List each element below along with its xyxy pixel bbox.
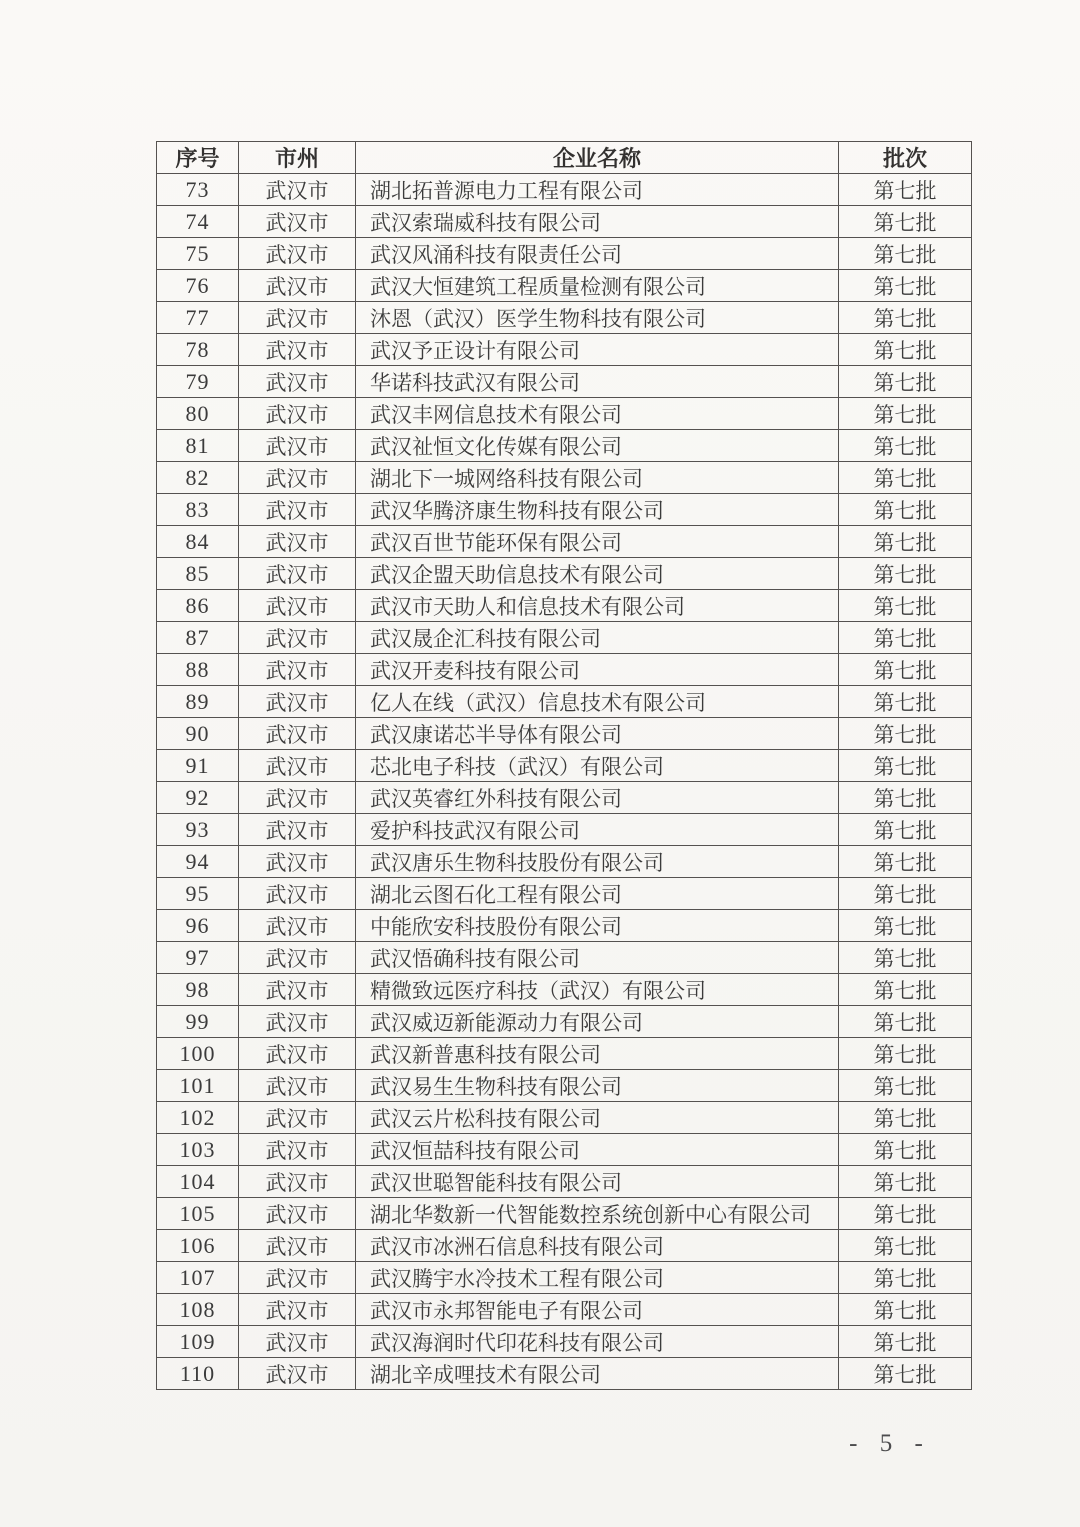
cell-batch: 第七批 — [839, 590, 972, 622]
cell-company-name: 武汉市冰洲石信息科技有限公司 — [356, 1230, 839, 1262]
cell-batch: 第七批 — [839, 430, 972, 462]
cell-serial-number: 95 — [157, 878, 239, 910]
cell-city: 武汉市 — [239, 1358, 356, 1390]
cell-company-name: 精微致远医疗科技（武汉）有限公司 — [356, 974, 839, 1006]
cell-city: 武汉市 — [239, 782, 356, 814]
table-row — [157, 750, 972, 782]
cell-company-name: 沐恩（武汉）医学生物科技有限公司 — [356, 302, 839, 334]
cell-city: 武汉市 — [239, 334, 356, 366]
cell-company-name: 武汉恒喆科技有限公司 — [356, 1134, 839, 1166]
table-row — [157, 270, 972, 302]
cell-serial-number: 93 — [157, 814, 239, 846]
cell-batch: 第七批 — [839, 942, 972, 974]
cell-city: 武汉市 — [239, 558, 356, 590]
cell-city: 武汉市 — [239, 1262, 356, 1294]
cell-company-name: 武汉易生生物科技有限公司 — [356, 1070, 839, 1102]
cell-serial-number: 90 — [157, 718, 239, 750]
table-row — [157, 1038, 972, 1070]
cell-batch: 第七批 — [839, 462, 972, 494]
cell-company-name: 武汉企盟天助信息技术有限公司 — [356, 558, 839, 590]
cell-batch: 第七批 — [839, 1326, 972, 1358]
cell-batch: 第七批 — [839, 1294, 972, 1326]
cell-serial-number: 78 — [157, 334, 239, 366]
cell-serial-number: 74 — [157, 206, 239, 238]
table-row — [157, 590, 972, 622]
cell-batch: 第七批 — [839, 878, 972, 910]
cell-serial-number: 86 — [157, 590, 239, 622]
cell-company-name: 湖北下一城网络科技有限公司 — [356, 462, 839, 494]
cell-company-name: 亿人在线（武汉）信息技术有限公司 — [356, 686, 839, 718]
table-row — [157, 814, 972, 846]
cell-company-name: 武汉悟确科技有限公司 — [356, 942, 839, 974]
cell-serial-number: 88 — [157, 654, 239, 686]
cell-batch: 第七批 — [839, 814, 972, 846]
cell-batch: 第七批 — [839, 1166, 972, 1198]
cell-company-name: 湖北华数新一代智能数控系统创新中心有限公司 — [356, 1198, 839, 1230]
cell-serial-number: 84 — [157, 526, 239, 558]
cell-city: 武汉市 — [239, 750, 356, 782]
table-header-row — [157, 142, 972, 174]
table-row — [157, 462, 972, 494]
cell-batch: 第七批 — [839, 1134, 972, 1166]
cell-serial-number: 89 — [157, 686, 239, 718]
cell-serial-number: 97 — [157, 942, 239, 974]
cell-city: 武汉市 — [239, 1102, 356, 1134]
table-row — [157, 430, 972, 462]
table-row — [157, 942, 972, 974]
cell-serial-number: 106 — [157, 1230, 239, 1262]
cell-city: 武汉市 — [239, 1294, 356, 1326]
cell-serial-number: 80 — [157, 398, 239, 430]
header-serial-number: 序号 — [157, 142, 239, 174]
cell-batch: 第七批 — [839, 1230, 972, 1262]
cell-serial-number: 76 — [157, 270, 239, 302]
table-row — [157, 1134, 972, 1166]
header-city: 市州 — [239, 142, 356, 174]
cell-city: 武汉市 — [239, 718, 356, 750]
cell-batch: 第七批 — [839, 846, 972, 878]
cell-batch: 第七批 — [839, 206, 972, 238]
table-row — [157, 558, 972, 590]
cell-serial-number: 96 — [157, 910, 239, 942]
enterprise-table — [156, 141, 972, 1390]
header-batch: 批次 — [839, 142, 972, 174]
cell-batch: 第七批 — [839, 686, 972, 718]
table-row — [157, 878, 972, 910]
table-row — [157, 686, 972, 718]
cell-serial-number: 83 — [157, 494, 239, 526]
cell-company-name: 武汉世聪智能科技有限公司 — [356, 1166, 839, 1198]
cell-city: 武汉市 — [239, 526, 356, 558]
cell-company-name: 武汉丰网信息技术有限公司 — [356, 398, 839, 430]
cell-serial-number: 79 — [157, 366, 239, 398]
cell-company-name: 武汉大恒建筑工程质量检测有限公司 — [356, 270, 839, 302]
table-row — [157, 654, 972, 686]
cell-company-name: 湖北云图石化工程有限公司 — [356, 878, 839, 910]
cell-company-name: 华诺科技武汉有限公司 — [356, 366, 839, 398]
cell-city: 武汉市 — [239, 1006, 356, 1038]
cell-city: 武汉市 — [239, 1326, 356, 1358]
cell-city: 武汉市 — [239, 494, 356, 526]
cell-batch: 第七批 — [839, 1070, 972, 1102]
cell-batch: 第七批 — [839, 622, 972, 654]
cell-city: 武汉市 — [239, 366, 356, 398]
cell-serial-number: 85 — [157, 558, 239, 590]
table-row — [157, 398, 972, 430]
cell-batch: 第七批 — [839, 1262, 972, 1294]
cell-company-name: 武汉云片松科技有限公司 — [356, 1102, 839, 1134]
cell-batch: 第七批 — [839, 910, 972, 942]
cell-company-name: 武汉威迈新能源动力有限公司 — [356, 1006, 839, 1038]
table-row — [157, 910, 972, 942]
table-row — [157, 526, 972, 558]
cell-city: 武汉市 — [239, 302, 356, 334]
table-row — [157, 974, 972, 1006]
table-row — [157, 1230, 972, 1262]
cell-serial-number: 104 — [157, 1166, 239, 1198]
cell-serial-number: 87 — [157, 622, 239, 654]
cell-company-name: 武汉华腾济康生物科技有限公司 — [356, 494, 839, 526]
cell-company-name: 芯北电子科技（武汉）有限公司 — [356, 750, 839, 782]
cell-city: 武汉市 — [239, 622, 356, 654]
cell-city: 武汉市 — [239, 1038, 356, 1070]
cell-serial-number: 108 — [157, 1294, 239, 1326]
cell-serial-number: 82 — [157, 462, 239, 494]
table-row — [157, 334, 972, 366]
cell-company-name: 武汉予正设计有限公司 — [356, 334, 839, 366]
cell-batch: 第七批 — [839, 366, 972, 398]
table-row — [157, 494, 972, 526]
table-row — [157, 366, 972, 398]
cell-batch: 第七批 — [839, 1198, 972, 1230]
cell-city: 武汉市 — [239, 174, 356, 206]
table-row — [157, 238, 972, 270]
table-row — [157, 206, 972, 238]
cell-serial-number: 103 — [157, 1134, 239, 1166]
cell-batch: 第七批 — [839, 302, 972, 334]
cell-city: 武汉市 — [239, 686, 356, 718]
table-row — [157, 718, 972, 750]
cell-company-name: 武汉康诺芯半导体有限公司 — [356, 718, 839, 750]
cell-batch: 第七批 — [839, 398, 972, 430]
cell-city: 武汉市 — [239, 1134, 356, 1166]
cell-batch: 第七批 — [839, 270, 972, 302]
cell-company-name: 武汉市天助人和信息技术有限公司 — [356, 590, 839, 622]
cell-company-name: 武汉腾宇水冷技术工程有限公司 — [356, 1262, 839, 1294]
cell-batch: 第七批 — [839, 174, 972, 206]
cell-batch: 第七批 — [839, 718, 972, 750]
cell-serial-number: 100 — [157, 1038, 239, 1070]
cell-batch: 第七批 — [839, 238, 972, 270]
cell-city: 武汉市 — [239, 654, 356, 686]
table-row — [157, 174, 972, 206]
cell-company-name: 武汉百世节能环保有限公司 — [356, 526, 839, 558]
cell-company-name: 武汉风涌科技有限责任公司 — [356, 238, 839, 270]
cell-serial-number: 73 — [157, 174, 239, 206]
cell-city: 武汉市 — [239, 878, 356, 910]
cell-company-name: 爱护科技武汉有限公司 — [356, 814, 839, 846]
cell-batch: 第七批 — [839, 334, 972, 366]
cell-city: 武汉市 — [239, 942, 356, 974]
table-row — [157, 622, 972, 654]
cell-batch: 第七批 — [839, 750, 972, 782]
header-company-name: 企业名称 — [356, 142, 839, 174]
cell-serial-number: 99 — [157, 1006, 239, 1038]
cell-city: 武汉市 — [239, 1198, 356, 1230]
cell-company-name: 武汉开麦科技有限公司 — [356, 654, 839, 686]
cell-serial-number: 109 — [157, 1326, 239, 1358]
table-row — [157, 1358, 972, 1390]
cell-city: 武汉市 — [239, 430, 356, 462]
cell-city: 武汉市 — [239, 206, 356, 238]
cell-city: 武汉市 — [239, 590, 356, 622]
cell-batch: 第七批 — [839, 654, 972, 686]
table-row — [157, 846, 972, 878]
cell-batch: 第七批 — [839, 1038, 972, 1070]
cell-company-name: 武汉晟企汇科技有限公司 — [356, 622, 839, 654]
cell-batch: 第七批 — [839, 526, 972, 558]
cell-serial-number: 101 — [157, 1070, 239, 1102]
cell-company-name: 中能欣安科技股份有限公司 — [356, 910, 839, 942]
cell-city: 武汉市 — [239, 846, 356, 878]
cell-serial-number: 91 — [157, 750, 239, 782]
cell-city: 武汉市 — [239, 1230, 356, 1262]
table-header — [157, 142, 972, 174]
cell-city: 武汉市 — [239, 238, 356, 270]
cell-company-name: 湖北拓普源电力工程有限公司 — [356, 174, 839, 206]
table-row — [157, 1326, 972, 1358]
cell-company-name: 武汉唐乐生物科技股份有限公司 — [356, 846, 839, 878]
cell-batch: 第七批 — [839, 1006, 972, 1038]
cell-company-name: 武汉新普惠科技有限公司 — [356, 1038, 839, 1070]
cell-serial-number: 92 — [157, 782, 239, 814]
table-row — [157, 782, 972, 814]
cell-city: 武汉市 — [239, 398, 356, 430]
cell-city: 武汉市 — [239, 1070, 356, 1102]
cell-company-name: 武汉市永邦智能电子有限公司 — [356, 1294, 839, 1326]
table-row — [157, 1198, 972, 1230]
table-row — [157, 1006, 972, 1038]
cell-city: 武汉市 — [239, 910, 356, 942]
cell-company-name: 武汉海润时代印花科技有限公司 — [356, 1326, 839, 1358]
cell-city: 武汉市 — [239, 1166, 356, 1198]
cell-city: 武汉市 — [239, 974, 356, 1006]
table-body — [157, 174, 972, 1390]
cell-batch: 第七批 — [839, 974, 972, 1006]
cell-batch: 第七批 — [839, 494, 972, 526]
cell-city: 武汉市 — [239, 462, 356, 494]
cell-serial-number: 105 — [157, 1198, 239, 1230]
table-row — [157, 1294, 972, 1326]
table-row — [157, 302, 972, 334]
cell-company-name: 武汉祉恒文化传媒有限公司 — [356, 430, 839, 462]
page-number: - 5 - — [849, 1430, 931, 1457]
cell-serial-number: 107 — [157, 1262, 239, 1294]
table-row — [157, 1070, 972, 1102]
cell-serial-number: 94 — [157, 846, 239, 878]
cell-batch: 第七批 — [839, 1358, 972, 1390]
cell-batch: 第七批 — [839, 782, 972, 814]
cell-company-name: 武汉英睿红外科技有限公司 — [356, 782, 839, 814]
cell-batch: 第七批 — [839, 558, 972, 590]
cell-batch: 第七批 — [839, 1102, 972, 1134]
cell-company-name: 湖北辛成哩技术有限公司 — [356, 1358, 839, 1390]
table-row — [157, 1102, 972, 1134]
cell-serial-number: 98 — [157, 974, 239, 1006]
cell-city: 武汉市 — [239, 814, 356, 846]
cell-company-name: 武汉索瑞威科技有限公司 — [356, 206, 839, 238]
cell-serial-number: 81 — [157, 430, 239, 462]
cell-city: 武汉市 — [239, 270, 356, 302]
cell-serial-number: 110 — [157, 1358, 239, 1390]
cell-serial-number: 102 — [157, 1102, 239, 1134]
table-row — [157, 1262, 972, 1294]
table-row — [157, 1166, 972, 1198]
cell-serial-number: 75 — [157, 238, 239, 270]
cell-serial-number: 77 — [157, 302, 239, 334]
